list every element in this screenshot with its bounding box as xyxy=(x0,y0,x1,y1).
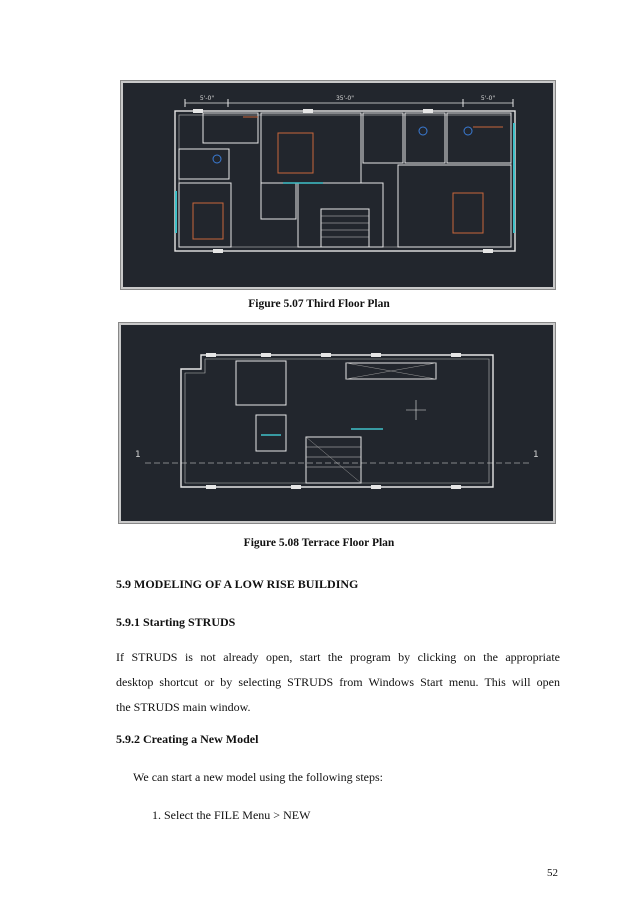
paragraph-line: the STRUDS main window. xyxy=(116,700,251,714)
dimension-left: 5'-0" xyxy=(199,95,215,102)
figure-caption-third-floor: Figure 5.07 Third Floor Plan xyxy=(248,298,390,310)
dimension-middle: 35'-0" xyxy=(335,95,355,102)
paragraph-line: desktop shortcut or by selecting STRUDS from Windows Start menu. This will open xyxy=(116,675,560,689)
figure-caption-terrace: Figure 5.08 Terrace Floor Plan xyxy=(243,537,395,549)
paragraph-starting-struds xyxy=(116,645,560,720)
dimension-right: 5'-0" xyxy=(480,95,496,102)
section-mark-right: 1 xyxy=(533,450,539,460)
section-heading: 5.9 MODELING OF A LOW RISE BUILDING xyxy=(116,577,359,591)
steps-intro: We can start a new model using the following steps: xyxy=(133,770,383,784)
section-mark-left: 1 xyxy=(135,450,141,460)
third-floor-plan-image xyxy=(121,81,555,289)
paragraph-line: If STRUDS is not already open, start the program by clicking on the appropriate xyxy=(116,650,560,664)
terrace-plan-image xyxy=(119,323,555,523)
page-number: 52 xyxy=(547,867,558,879)
subsection-heading-creating-model: 5.9.2 Creating a New Model xyxy=(116,732,259,746)
terrace-plan-drawing xyxy=(121,325,553,521)
subsection-heading-starting-struds: 5.9.1 Starting STRUDS xyxy=(116,615,236,629)
third-floor-plan-drawing xyxy=(123,83,553,287)
step-item: 1. Select the FILE Menu > NEW xyxy=(152,808,311,822)
